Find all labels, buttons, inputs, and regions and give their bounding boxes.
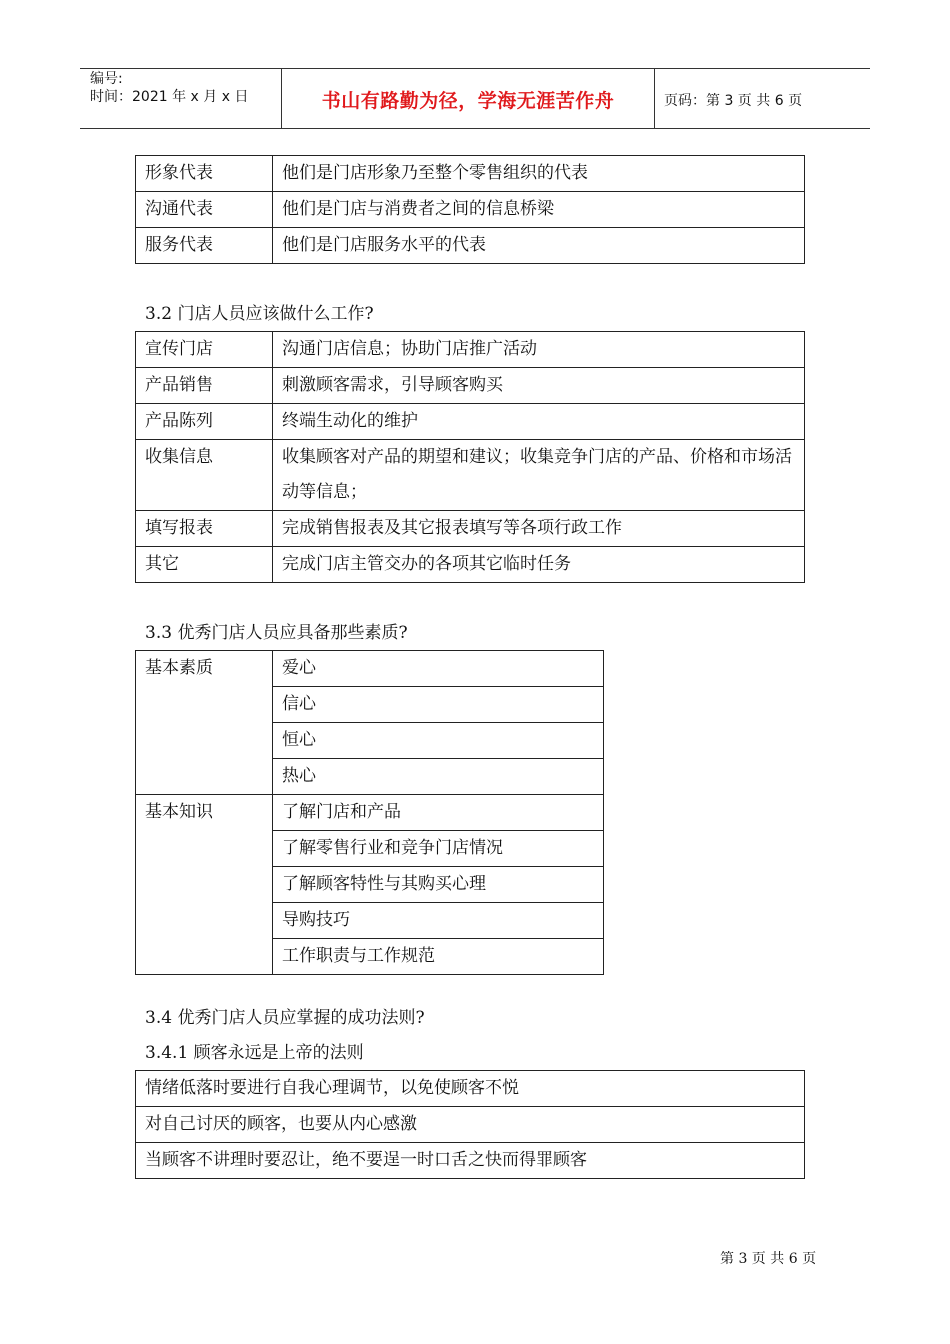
table-row [136, 511, 805, 547]
header-bottom-rule [80, 128, 870, 129]
role-desc: 他们是门店形象乃至整个零售组织的代表 [273, 156, 805, 192]
duty-label: 填写报表 [136, 511, 273, 547]
table-row [136, 228, 805, 264]
knowledge-item: 工作职责与工作规范 [273, 939, 604, 975]
quality-item: 热心 [273, 759, 604, 795]
duty-label: 收集信息 [136, 440, 273, 511]
section-heading-3-2: 3.2 门店人员应该做什么工作? [145, 304, 374, 324]
section-heading-3-4: 3.4 优秀门店人员应掌握的成功法则? [145, 1008, 425, 1028]
duty-label: 产品陈列 [136, 404, 273, 440]
header-top-rule [80, 68, 870, 69]
table-row [136, 795, 604, 831]
duty-label: 宣传门店 [136, 332, 273, 368]
rules-table [135, 1070, 805, 1179]
duty-desc: 终端生动化的维护 [273, 404, 805, 440]
section-heading-3-4-1: 3.4.1 顾客永远是上帝的法则 [145, 1043, 364, 1063]
duty-label: 其它 [136, 547, 273, 583]
quality-item: 爱心 [273, 651, 604, 687]
role-desc: 他们是门店与消费者之间的信息桥梁 [273, 192, 805, 228]
table-row [136, 1107, 805, 1143]
qualities-table [135, 650, 604, 975]
rule-text: 对自己讨厌的顾客，也要从内心感激 [136, 1107, 805, 1143]
duty-desc: 完成销售报表及其它报表填写等各项行政工作 [273, 511, 805, 547]
role-label: 沟通代表 [136, 192, 273, 228]
table-row [136, 651, 604, 687]
section-heading-3-3: 3.3 优秀门店人员应具备那些素质? [145, 623, 408, 643]
table-row [136, 332, 805, 368]
header-page-info: 页码：第 3 页 共 6 页 [664, 93, 803, 109]
rule-text: 当顾客不讲理时要忍让，绝不要逞一时口舌之快而得罪顾客 [136, 1143, 805, 1179]
header-divider [654, 68, 655, 129]
table-row [136, 404, 805, 440]
roles-table [135, 155, 805, 264]
knowledge-item: 导购技巧 [273, 903, 604, 939]
quality-item: 恒心 [273, 723, 604, 759]
table-row [136, 156, 805, 192]
header-meta [90, 70, 248, 106]
duty-desc: 沟通门店信息；协助门店推广活动 [273, 332, 805, 368]
quality-group-label: 基本素质 [136, 651, 273, 795]
table-row [136, 368, 805, 404]
table-row [136, 1143, 805, 1179]
quality-item: 信心 [273, 687, 604, 723]
knowledge-item: 了解零售行业和竞争门店情况 [273, 831, 604, 867]
role-label: 服务代表 [136, 228, 273, 264]
table-row [136, 1071, 805, 1107]
duty-label: 产品销售 [136, 368, 273, 404]
duty-desc: 刺激顾客需求，引导顾客购买 [273, 368, 805, 404]
knowledge-item: 了解顾客特性与其购买心理 [273, 867, 604, 903]
page-footer: 第 3 页 共 6 页 [720, 1251, 817, 1267]
knowledge-item: 了解门店和产品 [273, 795, 604, 831]
knowledge-group-label: 基本知识 [136, 795, 273, 975]
role-desc: 他们是门店服务水平的代表 [273, 228, 805, 264]
role-label: 形象代表 [136, 156, 273, 192]
header-motto: 书山有路勤为径，学海无涯苦作舟 [321, 90, 615, 112]
rule-text: 情绪低落时要进行自我心理调节，以免使顾客不悦 [136, 1071, 805, 1107]
document-number: 编号: [90, 71, 123, 87]
table-row [136, 192, 805, 228]
table-row [136, 547, 805, 583]
duty-desc: 收集顾客对产品的期望和建议；收集竞争门店的产品、价格和市场活动等信息； [273, 440, 805, 511]
duties-table [135, 331, 805, 583]
duty-desc: 完成门店主管交办的各项其它临时任务 [273, 547, 805, 583]
document-date: 时间：2021 年 x 月 x 日 [90, 89, 249, 105]
table-row [136, 440, 805, 511]
